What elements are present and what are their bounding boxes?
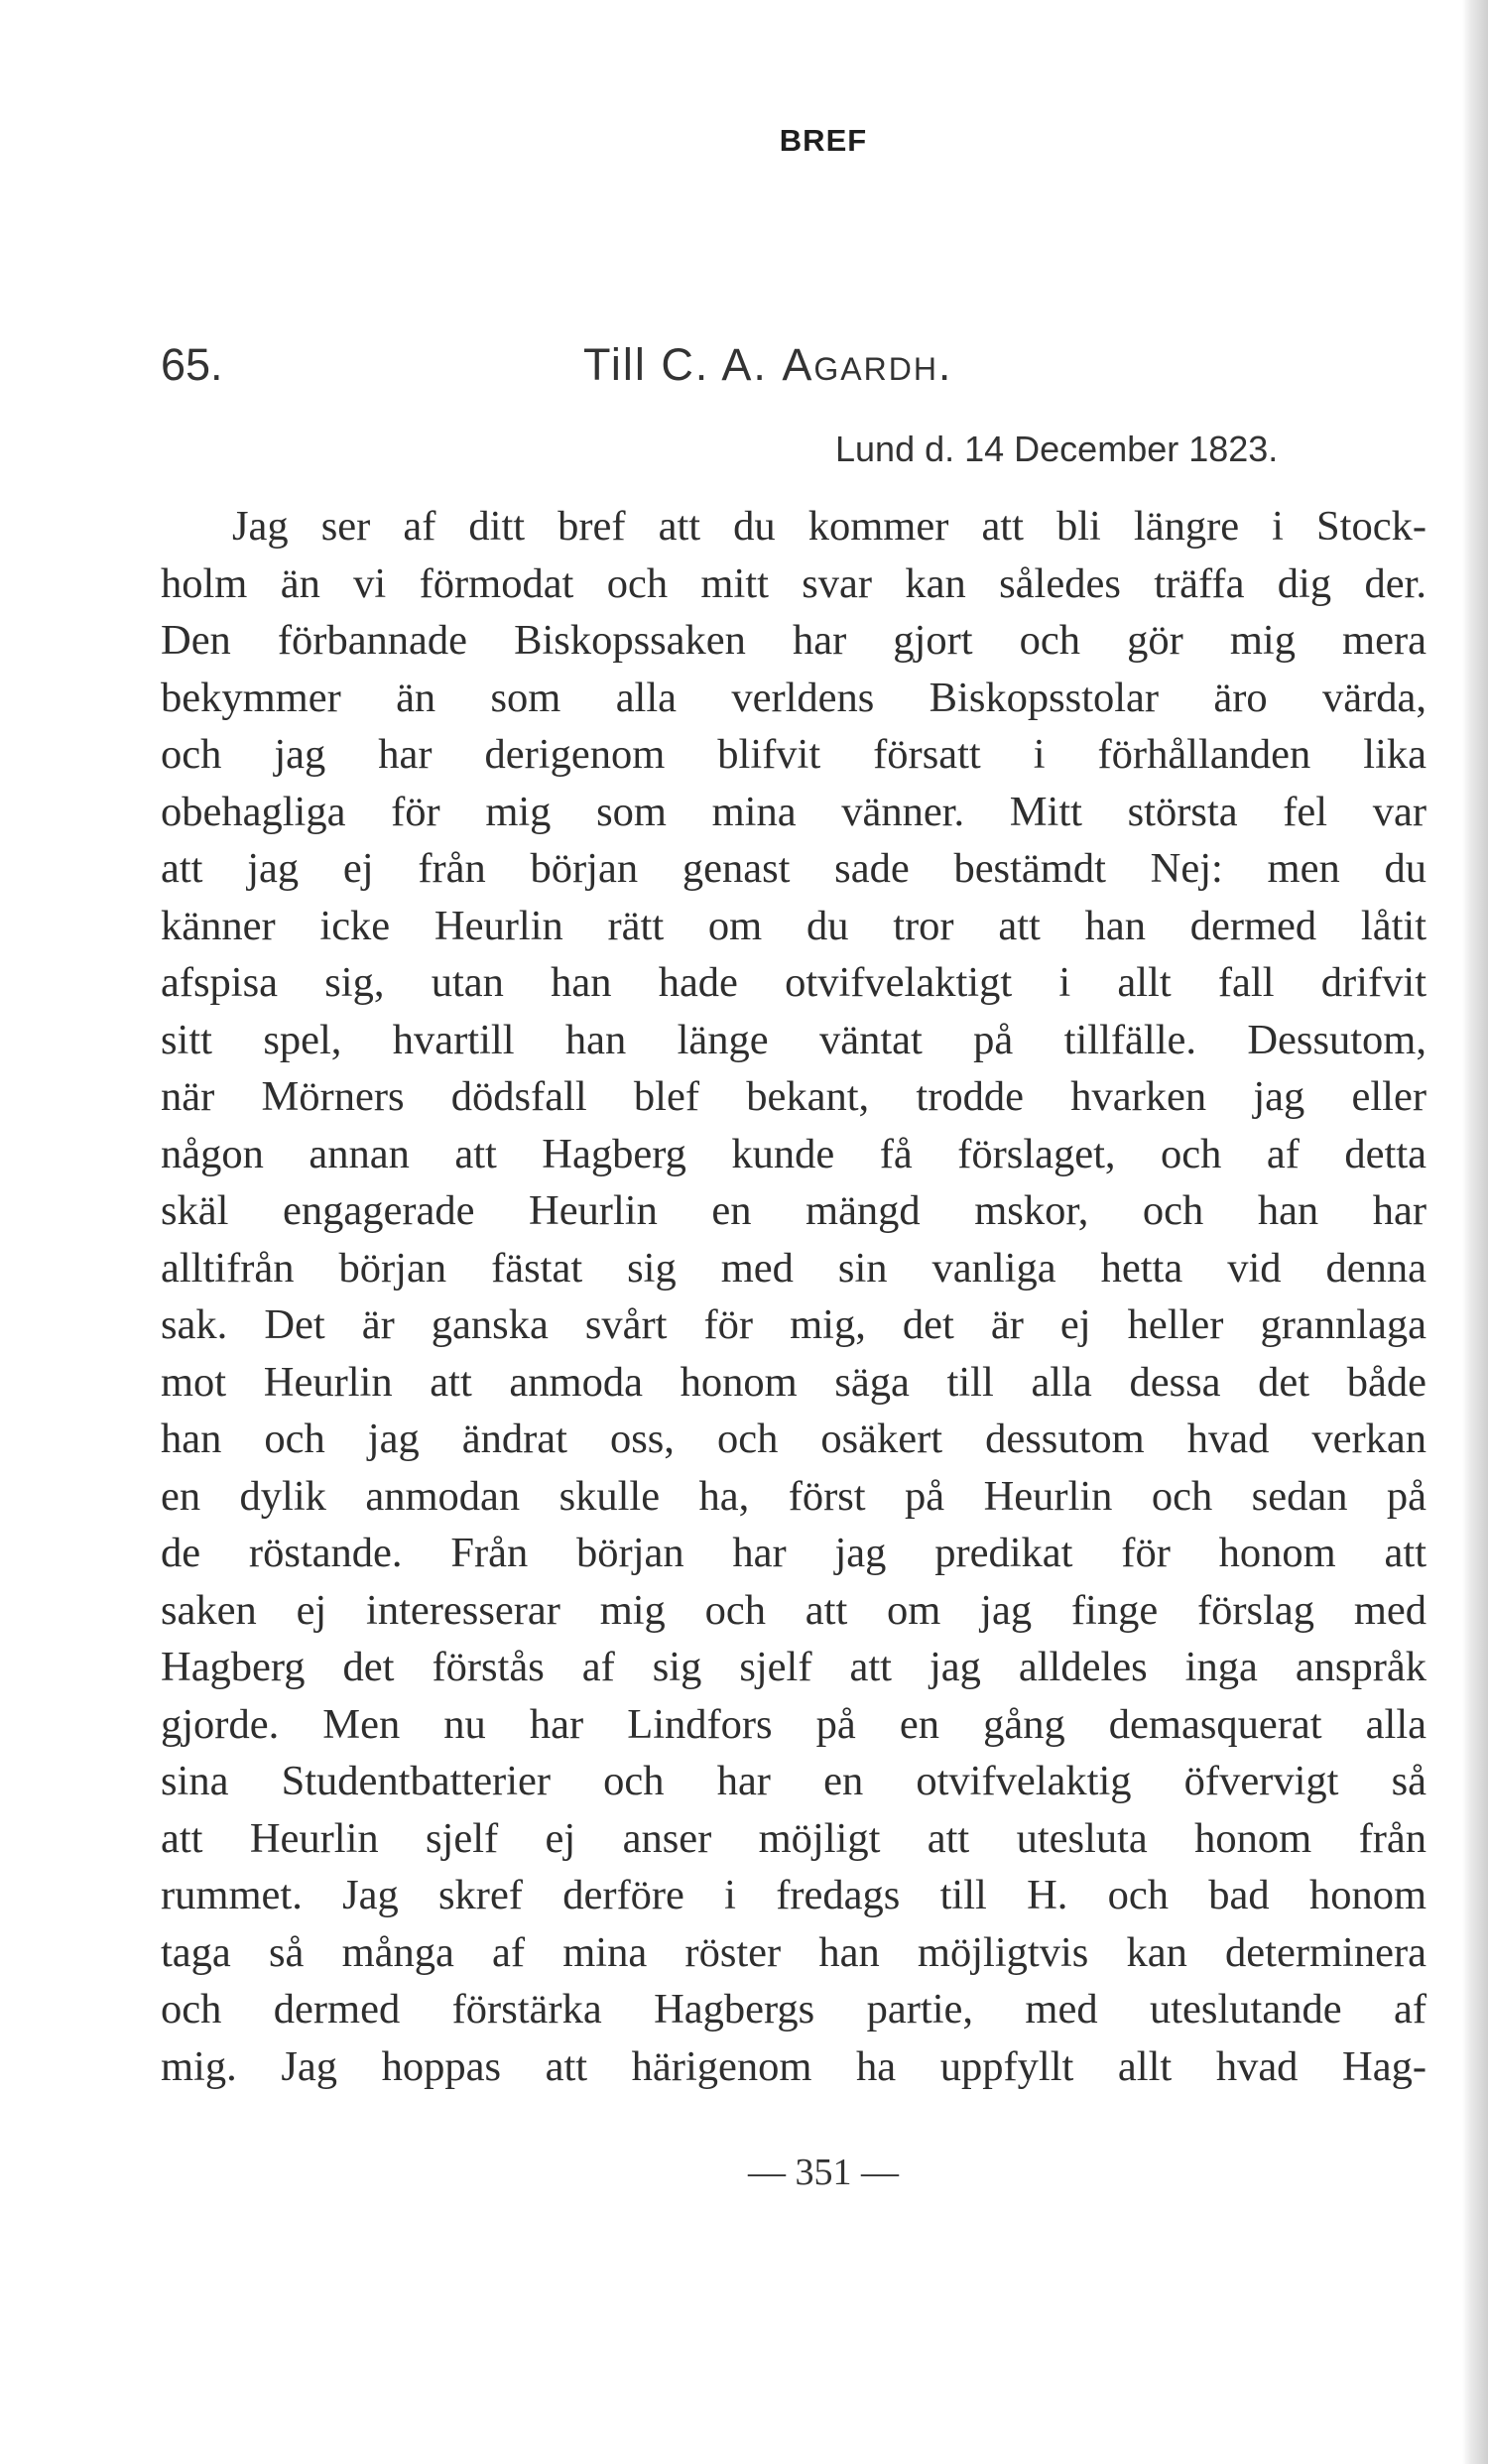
body-line: sitt spel, hvartill han länge väntat på tillfälle. Dessutom, <box>161 1016 1426 1063</box>
running-head: BREF <box>779 123 868 158</box>
body-line: och jag har derigenom blifvit försatt i förhållanden lika <box>161 731 1426 778</box>
page-edge-shadow <box>1462 0 1488 2464</box>
body-line: afspisa sig, utan han hade otvifvelaktigt i allt fall drifvit <box>161 959 1426 1006</box>
body-line: holm än vi förmodat och mitt svar kan således träffa dig der. <box>161 559 1426 607</box>
body-line: en dylik anmodan skulle ha, först på Heurlin och sedan på <box>161 1472 1426 1520</box>
letter-title-recipient: Agardh. <box>782 339 953 390</box>
body-line: sina Studentbatterier och har en otvifvelaktig öfvervigt så <box>161 1758 1426 1804</box>
body-line: han och jag ändrat oss, och osäkert dessutom hvad verkan <box>161 1416 1426 1462</box>
letter-number: 65. <box>161 339 223 390</box>
body-line: känner icke Heurlin rätt om du tror att han dermed låtit <box>161 902 1426 949</box>
dateline: Lund d. 14 December 1823. <box>835 429 1279 469</box>
body-line: obehagliga för mig som mina vänner. Mitt största fel var <box>161 788 1426 835</box>
body-line: när Mörners dödsfall blef bekant, trodde hvarken jag eller <box>161 1073 1426 1120</box>
letter-title-prefix: Till C. A. <box>583 339 783 390</box>
body-line: att jag ej från början genast sade bestämdt Nej: men du <box>161 845 1426 892</box>
body-line: sak. Det är ganska svårt för mig, det är ej heller grannlaga <box>161 1301 1426 1348</box>
body-line: att Heurlin sjelf ej anser möjligt att utesluta honom från <box>161 1814 1426 1862</box>
body-line: Jag ser af ditt bref att du kommer att bli längre i Stock- <box>232 503 1426 550</box>
body-line: bekymmer än som alla verldens Biskopsstolar äro värda, <box>161 674 1426 721</box>
letter-body <box>161 498 1426 2095</box>
letter-title <box>583 339 952 391</box>
body-line-last: mig. Jag hoppas att härigenom ha uppfyllt allt hvad Hag- <box>161 2042 1426 2090</box>
body-line: alltifrån början fästat sig med sin vanliga hetta vid denna <box>161 1244 1426 1292</box>
body-line: gjorde. Men nu har Lindfors på en gång demasquerat alla <box>161 1700 1426 1748</box>
body-line: skäl engagerade Heurlin en mängd mskor, och han har <box>161 1187 1426 1234</box>
body-line: saken ej interesserar mig och att om jag finge förslag med <box>161 1586 1426 1634</box>
body-line: mot Heurlin att anmoda honom säga till alla dessa det både <box>161 1358 1426 1406</box>
body-line: rummet. Jag skref derföre i fredags till H. och bad honom <box>161 1872 1426 1918</box>
body-line: Hagberg det förstås af sig sjelf att jag alldeles inga anspråk <box>161 1644 1426 1690</box>
body-line: någon annan att Hagberg kunde få förslaget, och af detta <box>161 1130 1426 1177</box>
body-line: taga så många af mina röster han möjligtvis kan determinera <box>161 1928 1426 1976</box>
body-line: Den förbannade Biskopssaken har gjort och gör mig mera <box>161 617 1426 664</box>
body-line: de röstande. Från början har jag predikat för honom att <box>161 1530 1426 1576</box>
body-line: och dermed förstärka Hagbergs partie, med uteslutande af <box>161 1986 1426 2033</box>
page-number: — 351 — <box>748 2152 899 2193</box>
